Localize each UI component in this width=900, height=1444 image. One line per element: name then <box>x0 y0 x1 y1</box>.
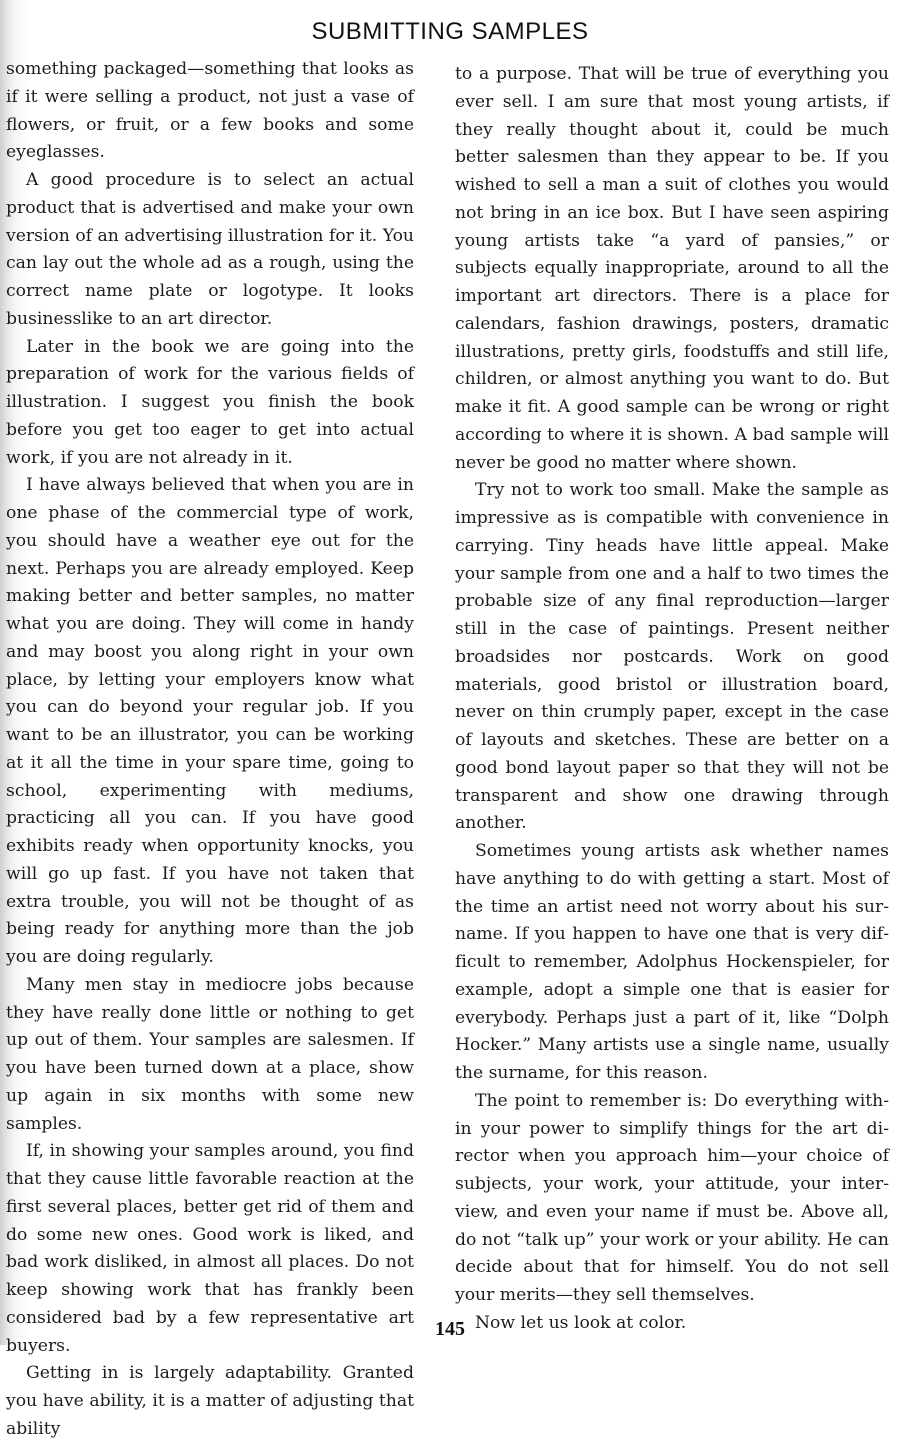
left-text-column <box>6 56 414 1444</box>
paragraph: Now let us look at color. <box>475 1312 687 1333</box>
paragraph: something packaged—something that looks as if it were selling a product, not just a vase of flowers, or fruit, or a few books and some eyeglasses. <box>6 59 414 163</box>
paragraph: I have always believed that when you are in one phase of the commercial type of work, you should have a weather eye out for the next. Perhaps you are already employed. Keep making better and better samples, no matter what you are doing. They will come in handy and may boost you along right in your own place, by letting your employers know what you can do beyond your regular job. If you want to be an illustrator, you can be working at it all the time in your spare time, going to school, experimenting with mediums, practicing all you can. If you have good exhibits ready when opportunity knocks, you will go up fast. If you have not taken that extra trouble, you will not be thought of as being ready for anything more than the job you are doing regularly. <box>6 475 414 967</box>
paragraph: Getting in is largely adaptability. Granted you have ability, it is a matter of adjusting that ability <box>6 1363 414 1439</box>
page-number: 145 <box>435 1318 465 1340</box>
running-head-title: SUBMITTING SAMPLES <box>311 18 589 45</box>
paragraph: Later in the book we are going into the preparation of work for the various fields of illustration. I suggest you finish the book before you get too eager to get into actual work, if you are not already in it. <box>6 336 414 468</box>
paragraph: Sometimes young artists ask whether names have anything to do with getting a start. Most of the time an artist need not worry about his surname. If you happen to have one that is very difficult to remember, Adolphus Hockenspieler, for example, adopt a simple one that is easier for everybody. Perhaps just a part of it, like “Dolph Hocker.” Many artists use a single name, usually the surname, for this reason. <box>455 841 889 1083</box>
paragraph: If, in showing your samples around, you find that they cause little favorable reaction at the first several places, better get rid of them and do some new ones. Good work is liked, and bad work disliked, in almost all places. Do not keep showing work that has frankly been considered bad by a few representative art buyers. <box>6 1141 414 1356</box>
paragraph: The point to remember is: Do everything within your power to simplify things for the art director when you approach him—your choice of subjects, your work, your attitude, your interview, and even your name if must be. Above all, do not “talk up” your work or your ability. He can decide about that for himself. You do not sell your merits—they sell themselves. <box>455 1090 889 1305</box>
paragraph: Many men stay in mediocre jobs because they have really done little or nothing to get up out of them. Your samples are salesmen. If you have been turned down at a place, show up again in six months with some new samples. <box>6 974 414 1134</box>
paragraph: Try not to work too small. Make the sample as impressive as is compatible with convenience in carrying. Tiny heads have little appeal. Make your sample from one and a half to two times the probable size of any final reproduction—larger still in the case of paintings. Present neither broadsides nor postcards. Work on good materials, good bristol or illustration board, never on thin crumply paper, except in the case of layouts and sketches. These are better on a good bond layout paper so that they will not be transparent and show one drawing through another. <box>455 480 889 834</box>
right-text-column <box>455 61 889 1338</box>
paragraph: A good procedure is to select an actual product that is advertised and make your own version of an advertising illustration for it. You can lay out the whole ad as a rough, using the correct name plate or logotype. It looks businesslike to an art director. <box>6 170 414 329</box>
paragraph: to a purpose. That will be true of everything you ever sell. I am sure that most young artists, if they really thought about it, could be much better salesmen than they appear to be. If you wished to sell a man a suit of clothes you would not bring in an ice box. But I have seen aspiring young artists take “a yard of pansies,” or subjects equally inappropriate, around to all the important art directors. There is a place for calendars, fashion drawings, posters, dramatic illustrations, pretty girls, foodstuffs and still life, children, or almost anything you want to do. But make it fit. A good sample can be wrong or right according to where it is shown. A bad sample will never be good no matter where shown. <box>455 64 889 473</box>
